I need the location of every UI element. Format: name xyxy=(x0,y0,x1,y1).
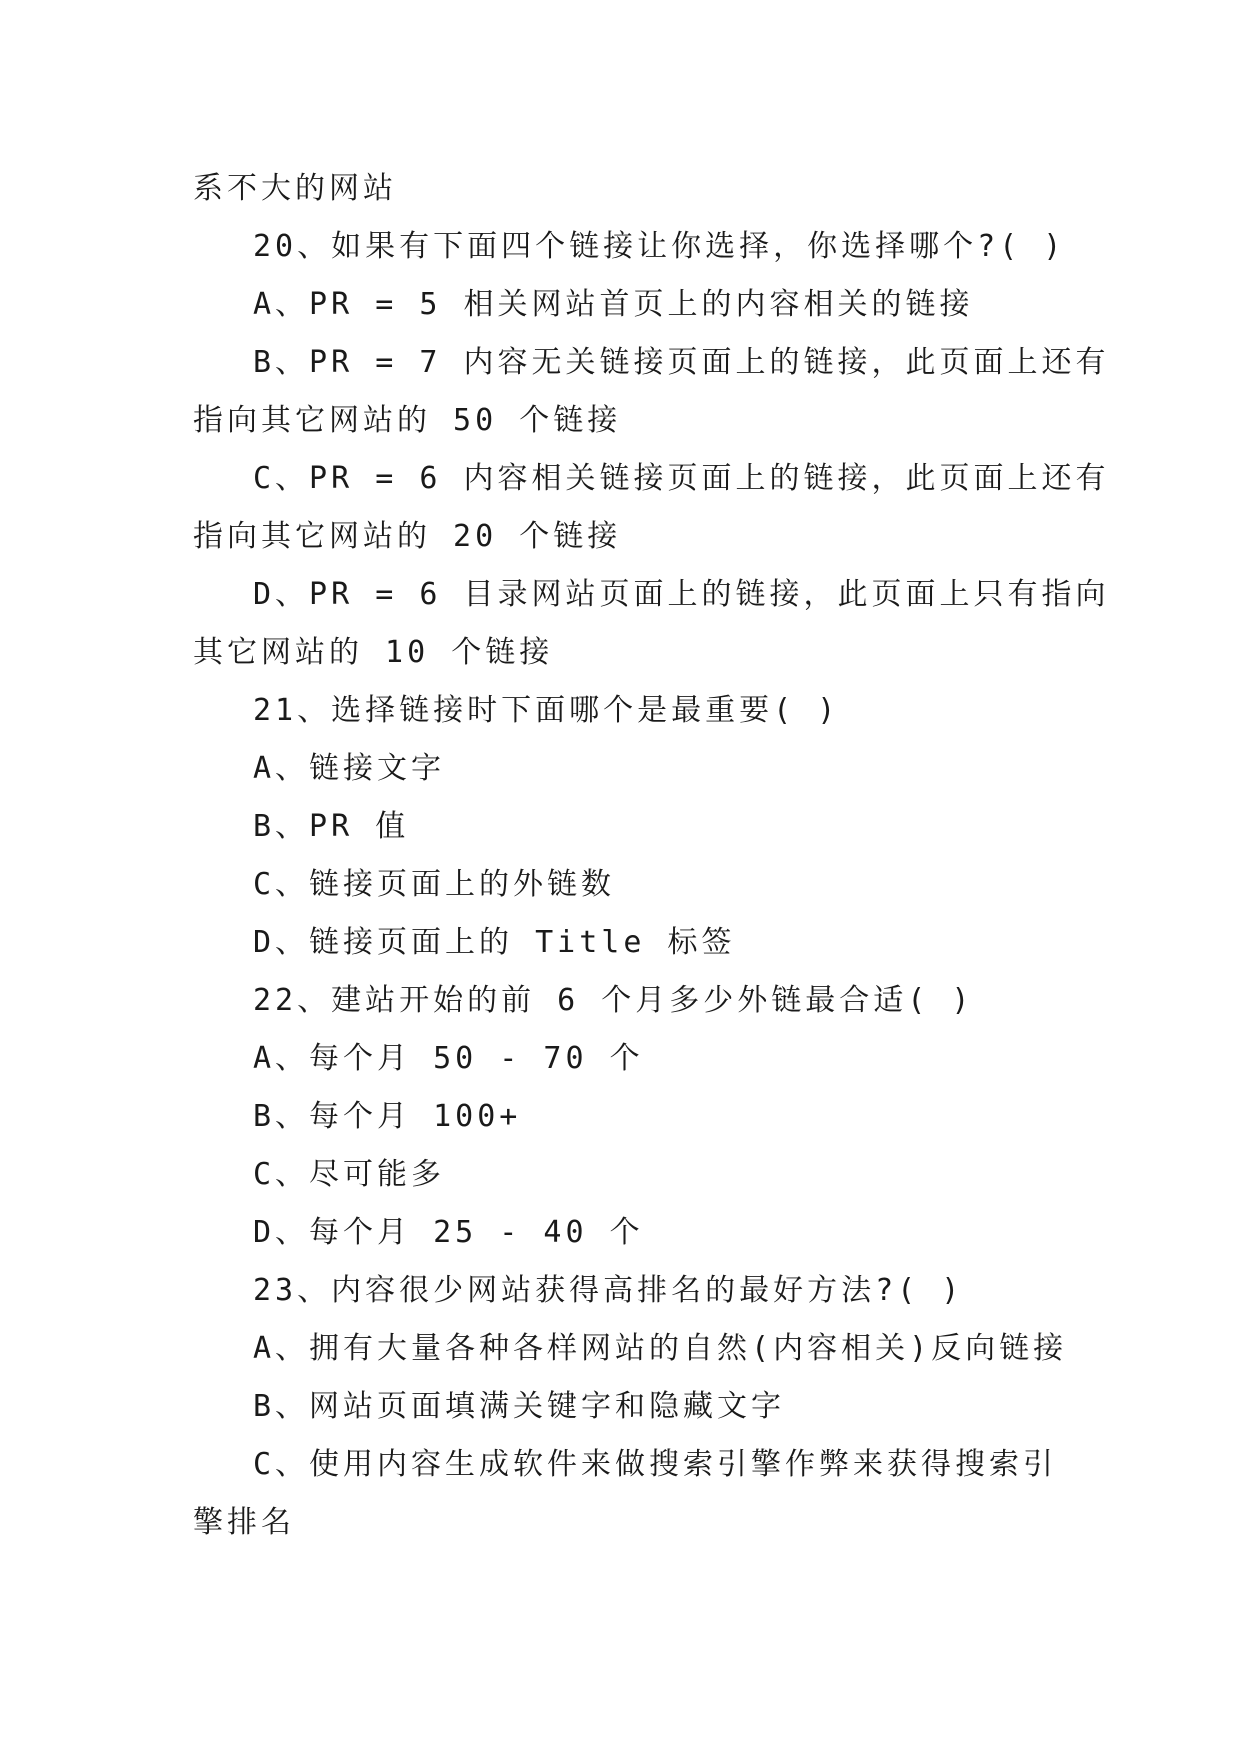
q22-option-a: A、每个月 50 - 70 个 xyxy=(253,1041,644,1076)
q21-option-b: B、PR 值 xyxy=(253,809,410,844)
q20-option-b: B、PR = 7 内容无关链接页面上的链接，此页面上还有 xyxy=(253,345,1110,380)
q23-option-c-continuation: 擎排名 xyxy=(193,1505,295,1540)
question-21: 21、选择链接时下面哪个是最重要( ) xyxy=(253,693,840,728)
q22-option-d: D、每个月 25 - 40 个 xyxy=(253,1215,644,1250)
q20-option-c: C、PR = 6 内容相关链接页面上的链接，此页面上还有 xyxy=(253,461,1110,496)
document-body xyxy=(193,160,1110,1552)
q23-option-b: B、网站页面填满关键字和隐藏文字 xyxy=(253,1389,786,1424)
q21-option-d: D、链接页面上的 Title 标签 xyxy=(253,925,736,960)
q20-option-a: A、PR = 5 相关网站首页上的内容相关的链接 xyxy=(253,287,974,322)
q22-option-c: C、尽可能多 xyxy=(253,1157,446,1192)
q23-option-c: C、使用内容生成软件来做搜索引擎作弊来获得搜索引 xyxy=(253,1447,1058,1482)
q20-option-c-continuation: 指向其它网站的 20 个链接 xyxy=(193,519,622,554)
q21-option-a: A、链接文字 xyxy=(253,751,446,786)
q20-option-d-continuation: 其它网站的 10 个链接 xyxy=(193,635,554,670)
q22-option-b: B、每个月 100+ xyxy=(253,1099,522,1134)
q23-option-a: A、拥有大量各种各样网站的自然(内容相关)反向链接 xyxy=(253,1331,1068,1366)
question-23: 23、内容很少网站获得高排名的最好方法?( ) xyxy=(253,1273,964,1308)
text-line-continuation: 系不大的网站 xyxy=(193,171,397,206)
question-22: 22、建站开始的前 6 个月多少外链最合适( ) xyxy=(253,983,974,1018)
q20-option-b-continuation: 指向其它网站的 50 个链接 xyxy=(193,403,622,438)
q21-option-c: C、链接页面上的外链数 xyxy=(253,867,616,902)
question-20: 20、如果有下面四个链接让你选择，你选择哪个?( ) xyxy=(253,229,1066,264)
q20-option-d: D、PR = 6 目录网站页面上的链接，此页面上只有指向 xyxy=(253,577,1110,612)
